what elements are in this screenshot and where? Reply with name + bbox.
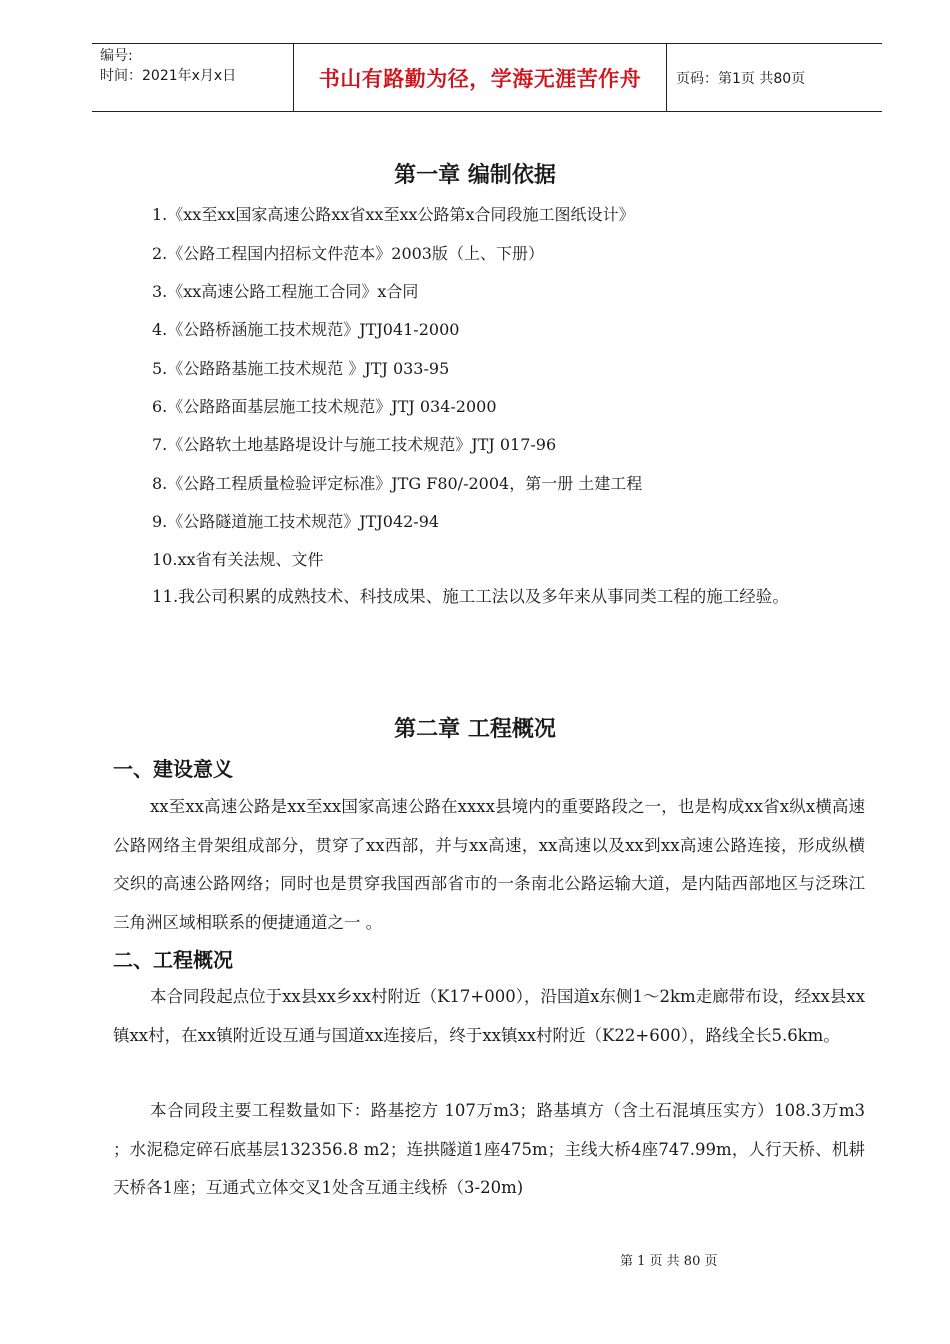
document-time: 时间：2021年x月x日: [100, 68, 237, 84]
basis-item-7: 7.《公路软土地基路堤设计与施工技术规范》JTJ 017-96: [152, 435, 557, 454]
page-footer: 第 1 页 共 80 页: [620, 1254, 718, 1269]
header-page-info: 页码：第1页 共80页: [676, 71, 806, 87]
chapter-1-title: 第一章 编制依据: [394, 163, 556, 188]
basis-item-11: 11.我公司积累的成熟技术、科技成果、施工工法以及多年来从事同类工程的施工经验。: [152, 587, 789, 606]
document-number-label: 编号:: [100, 48, 133, 64]
basis-item-2: 2.《公路工程国内招标文件范本》2003版（上、下册）: [152, 244, 544, 263]
section-1-title: 一、建设意义: [113, 757, 233, 781]
section-2-paragraph-2: 本合同段主要工程数量如下：路基挖方 107万m3；路基填方（含土石混填压实方）108.3万m3 ；水泥稳定碎石底基层132356.8 m2；连拱隧道1座475m；主线大桥4座747.99m，人行天桥、机耕天桥各1座；互通式立体交叉1处含互通主线桥（3-20m): [113, 1101, 865, 1197]
basis-item-5: 5.《公路路基施工技术规范 》JTJ 033-95: [152, 359, 450, 378]
basis-item-6: 6.《公路路面基层施工技术规范》JTJ 034-2000: [152, 397, 497, 416]
header-motto: 书山有路勤为径，学海无涯苦作舟: [318, 66, 642, 91]
basis-item-8: 8.《公路工程质量检验评定标准》JTG F80/-2004，第一册 土建工程: [152, 474, 643, 493]
section-2-paragraph-1: 本合同段起点位于xx县xx乡xx村附近（K17+000），沿国道x东侧1～2km走廊带布设，经xx县xx镇xx村，在xx镇附近设互通与国道xx连接后，终于xx镇xx村附近（K22+600），路线全长5.6km。: [113, 987, 865, 1045]
basis-item-10: 10.xx省有关法规、文件: [152, 550, 324, 569]
basis-item-9: 9.《公路隧道施工技术规范》JTJ042-94: [152, 512, 440, 531]
header-divider-right: [666, 43, 667, 112]
basis-item-4: 4.《公路桥涵施工技术规范》JTJ041-2000: [152, 320, 460, 339]
basis-item-3: 3.《xx高速公路工程施工合同》x合同: [152, 282, 419, 301]
section-1-paragraph: xx至xx高速公路是xx至xx国家高速公路在xxxx县境内的重要路段之一，也是构成xx省x纵x横高速公路网络主骨架组成部分，贯穿了xx西部，并与xx高速，xx高速以及xx到xx高速公路连接，形成纵横交织的高速公路网络；同时也是贯穿我国西部省市的一条南北公路运输大道，是内陆西部地区与泛珠江三角洲区域相联系的便捷通道之一 。: [113, 797, 865, 932]
chapter-2-title: 第二章 工程概况: [394, 717, 556, 742]
header-meta: [100, 46, 236, 86]
basis-item-1: 1.《xx至xx国家高速公路xx省xx至xx公路第x合同段施工图纸设计》: [152, 205, 635, 224]
section-2-title: 二、工程概况: [113, 948, 233, 972]
